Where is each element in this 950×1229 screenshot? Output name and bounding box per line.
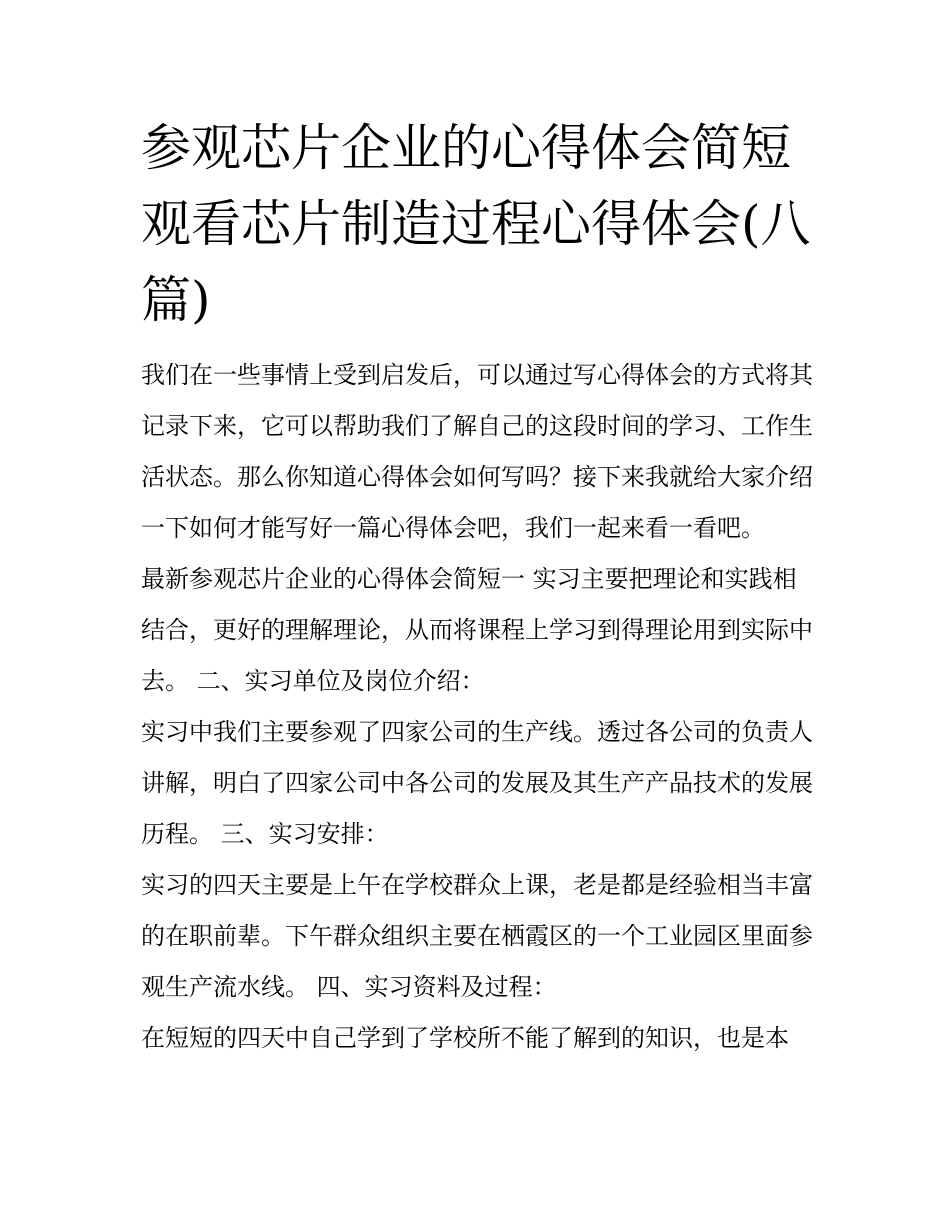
paragraph-section-four: 在短短的四天中自己学到了学校所不能了解到的知识，也是本 (141, 1024, 789, 1052)
document-title: 参观芯片企业的心得体会简短 观看芯片制造过程心得体会(八篇) (141, 119, 811, 329)
paragraph-section-one: 最新参观芯片企业的心得体会简短一 实习主要把理论和实践相结合，更好的理解理论，从而将课程上学习到得理论用到实际中去。 二、实习单位及岗位介绍： (141, 565, 813, 695)
paragraph-section-two: 实习中我们主要参观了四家公司的生产线。透过各公司的负责人讲解，明白了四家公司中各公司的发展及其生产产品技术的发展历程。 三、实习安排： (141, 718, 813, 848)
paragraph-section-three: 实习的四天主要是上午在学校群众上课，老是都是经验相当丰富的在职前辈。下午群众组织主要在栖霞区的一个工业园区里面参观生产流水线。 四、实习资料及过程： (141, 871, 813, 1001)
document-body (141, 110, 813, 1064)
paragraph-intro: 我们在一些事情上受到启发后，可以通过写心得体会的方式将其记录下来，它可以帮助我们了解自己的这段时间的学习、工作生活状态。那么你知道心得体会如何写吗？接下来我就给大家介绍一下如何才能写好一篇心得体会吧，我们一起来看一看吧。 (141, 361, 813, 542)
